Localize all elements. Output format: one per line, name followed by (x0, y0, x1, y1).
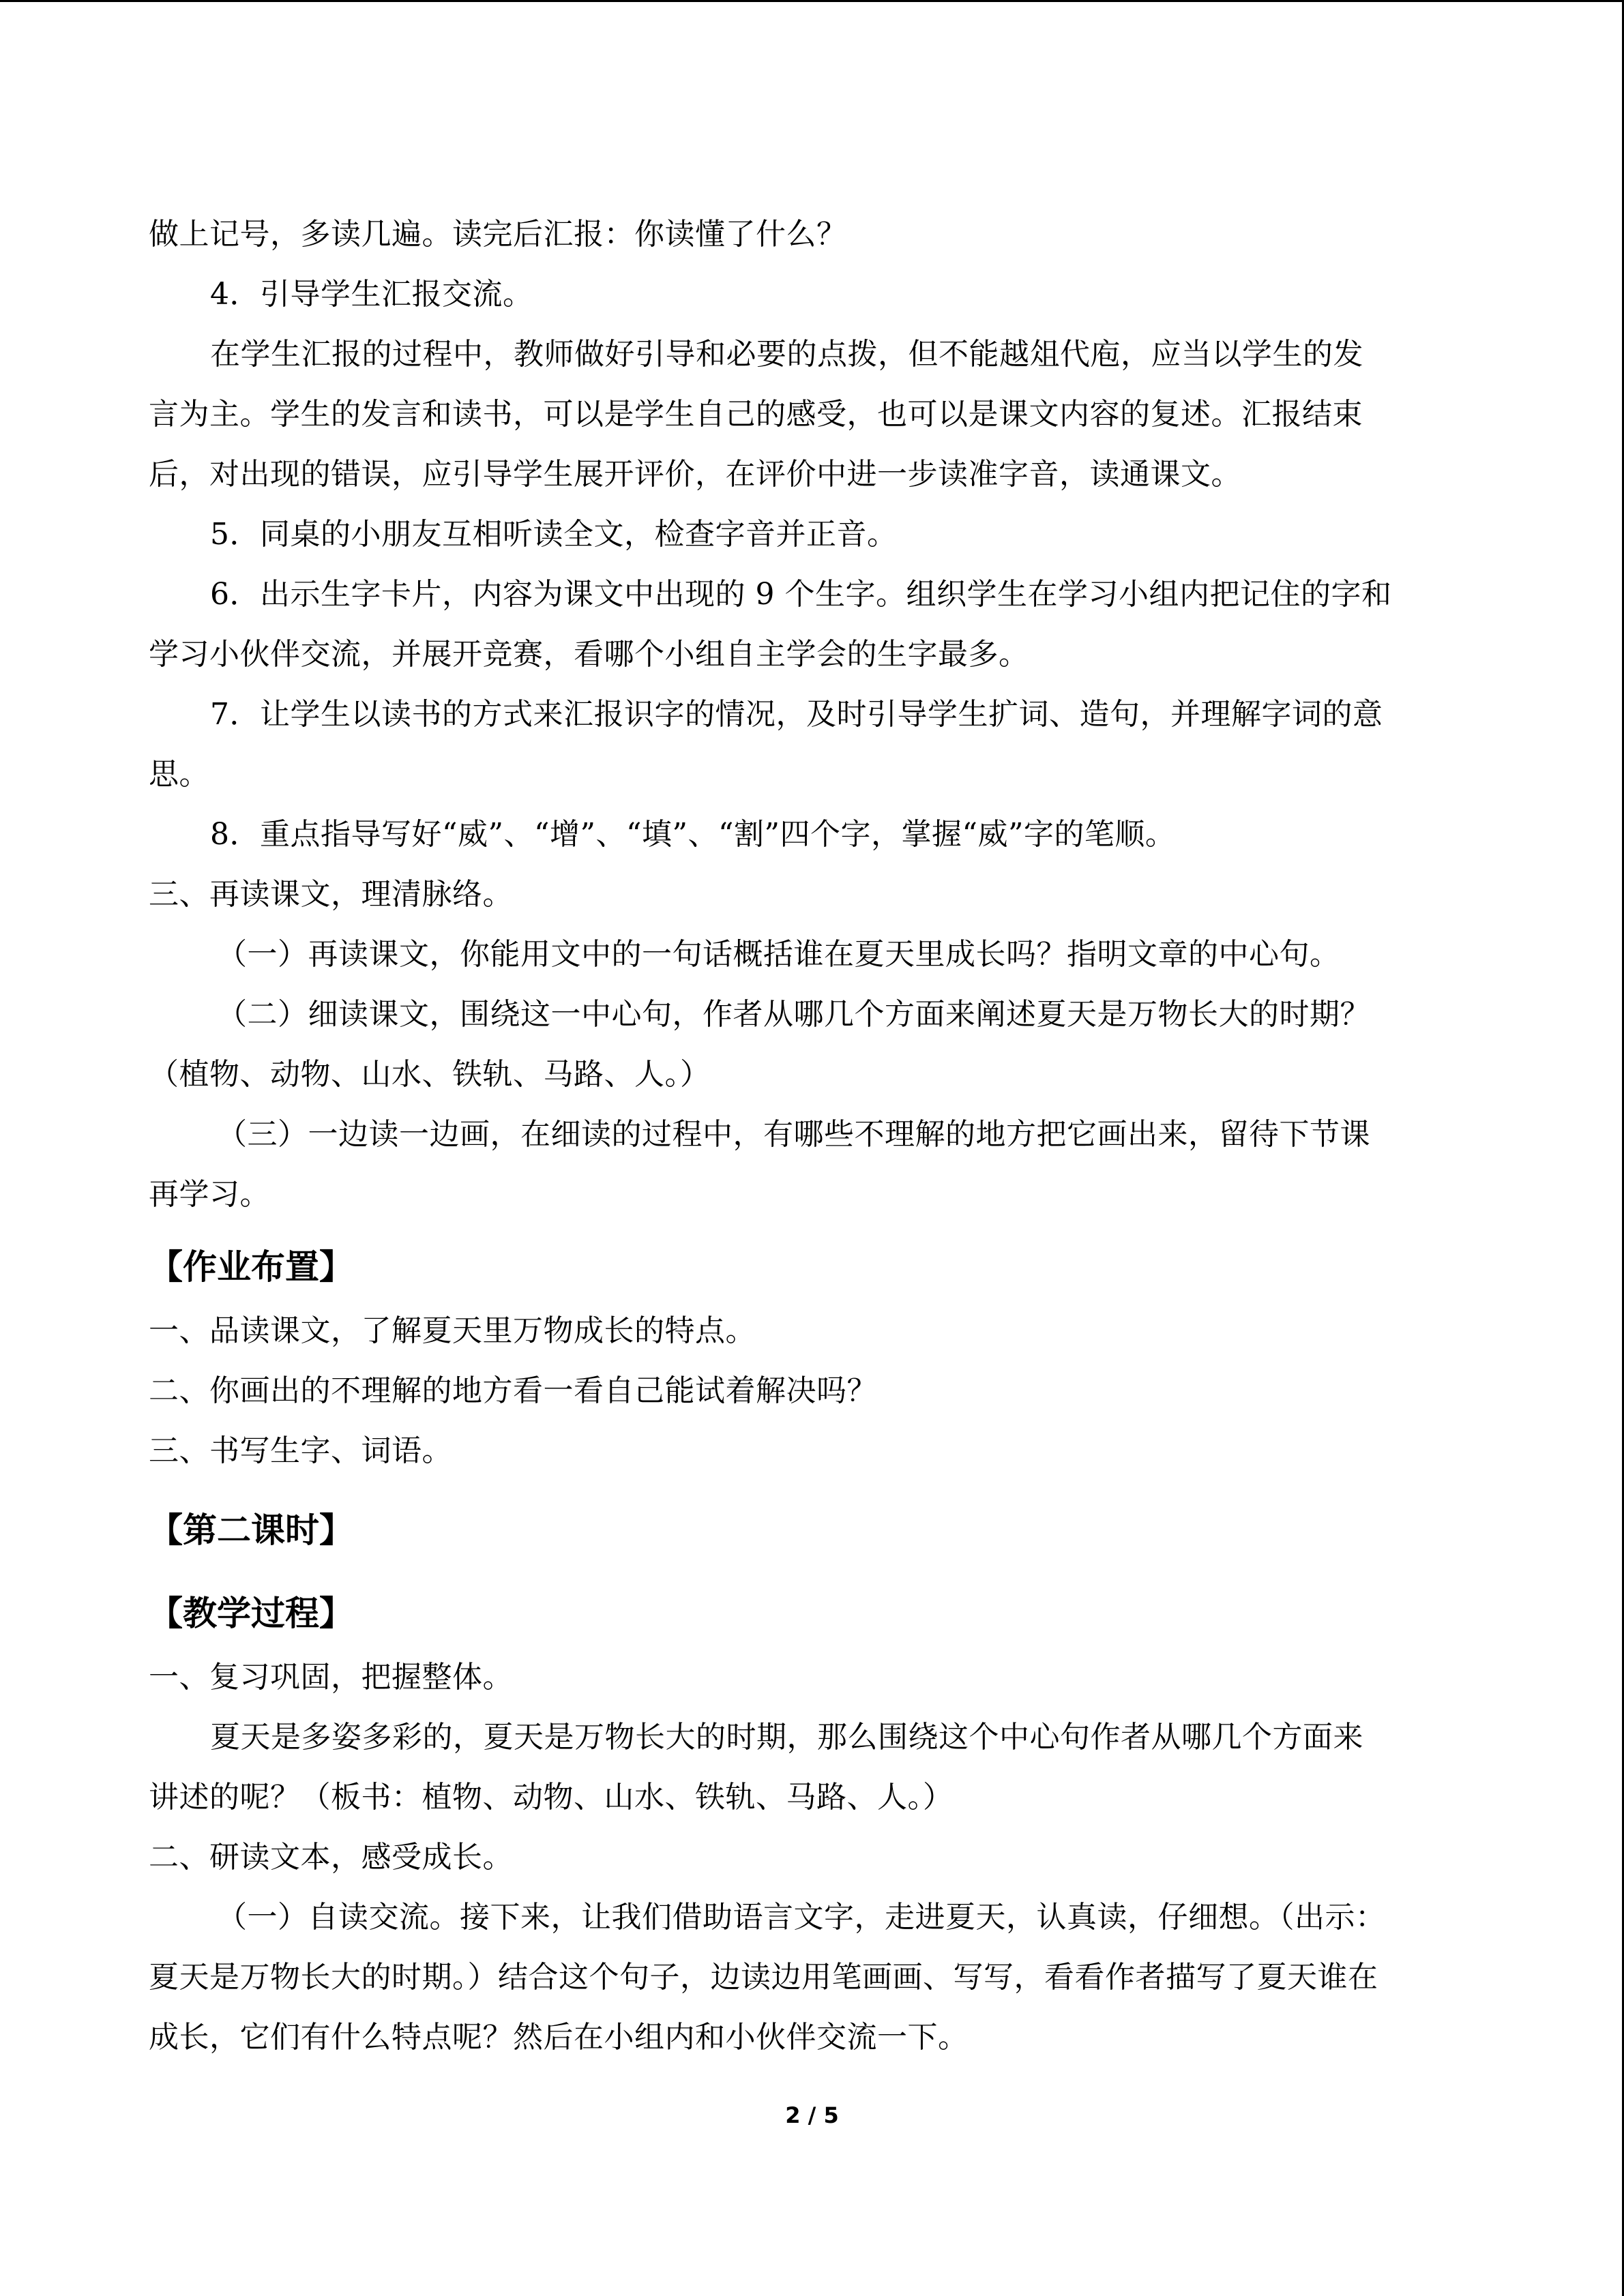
heading-teaching-process: 【教学过程】 (149, 1594, 353, 1633)
page-number: 2 / 5 (785, 2102, 839, 2128)
section-heading-review: 一、复习巩固，把握整体。 (149, 1660, 513, 1695)
text-line: （二）细读课文，围绕这一中心句，作者从哪几个方面来阐述夏天是万物长大的时期？ (217, 997, 1370, 1032)
section-heading-study: 二、研读文本，感受成长。 (149, 1840, 513, 1875)
text-line: 成长，它们有什么特点呢？然后在小组内和小伙伴交流一下。 (149, 2020, 969, 2055)
text-line: 4．引导学生汇报交流。 (210, 277, 533, 312)
text-line: （一）再读课文，你能用文中的一句话概括谁在夏天里成长吗？指明文章的中心句。 (217, 937, 1340, 972)
text-line: 思。 (149, 757, 209, 792)
text-line: 5．同桌的小朋友互相听读全文，检查字音并正音。 (210, 517, 898, 552)
heading-homework: 【作业布置】 (149, 1247, 353, 1287)
text-line: 再学习。 (149, 1177, 270, 1212)
text-line: 夏天是万物长大的时期。）结合这个句子，边读边用笔画画、写写，看看作者描写了夏天谁在 (149, 1960, 1378, 1995)
section-heading-reread: 三、再读课文，理清脉络。 (149, 877, 513, 912)
text-line: （植物、动物、山水、铁轨、马路、人。） (149, 1057, 711, 1092)
text-line: 后，对出现的错误，应引导学生展开评价，在评价中进一步读准字音，读通课文。 (149, 457, 1241, 492)
text-line: （一）自读交流。接下来，让我们借助语言文字，走进夏天，认真读，仔细想。（出示： (217, 1900, 1386, 1935)
heading-second-lesson: 【第二课时】 (149, 1510, 353, 1550)
text-line: 学习小伙伴交流，并展开竞赛，看哪个小组自主学会的生字最多。 (149, 637, 1029, 672)
text-line: 在学生汇报的过程中，教师做好引导和必要的点拨，但不能越俎代庖，应当以学生的发 (210, 337, 1363, 372)
document-body (149, 205, 1475, 2068)
homework-item: 一、品读课文，了解夏天里万物成长的特点。 (149, 1313, 756, 1348)
text-line: 做上记号，多读几遍。读完后汇报：你读懂了什么？ (149, 217, 847, 252)
text-line: （三）一边读一边画，在细读的过程中，有哪些不理解的地方把它画出来，留待下节课 (217, 1117, 1370, 1152)
text-line: 讲述的呢？（板书：植物、动物、山水、铁轨、马路、人。） (149, 1780, 954, 1815)
homework-item: 二、你画出的不理解的地方看一看自己能试着解决吗？ (149, 1373, 877, 1408)
homework-item: 三、书写生字、词语。 (149, 1433, 452, 1468)
text-line: 6．出示生字卡片，内容为课文中出现的 9 个生字。组织学生在学习小组内把记住的字和 (210, 577, 1392, 612)
text-line: 8．重点指导写好“威”、“增”、“填”、“割”四个字，掌握“威”字的笔顺。 (210, 817, 1176, 852)
text-line: 言为主。学生的发言和读书，可以是学生自己的感受，也可以是课文内容的复述。汇报结束 (149, 397, 1363, 432)
text-line: 夏天是多姿多彩的，夏天是万物长大的时期，那么围绕这个中心句作者从哪几个方面来 (210, 1720, 1363, 1755)
text-line: 7．让学生以读书的方式来汇报识字的情况，及时引导学生扩词、造句，并理解字词的意 (210, 697, 1383, 732)
